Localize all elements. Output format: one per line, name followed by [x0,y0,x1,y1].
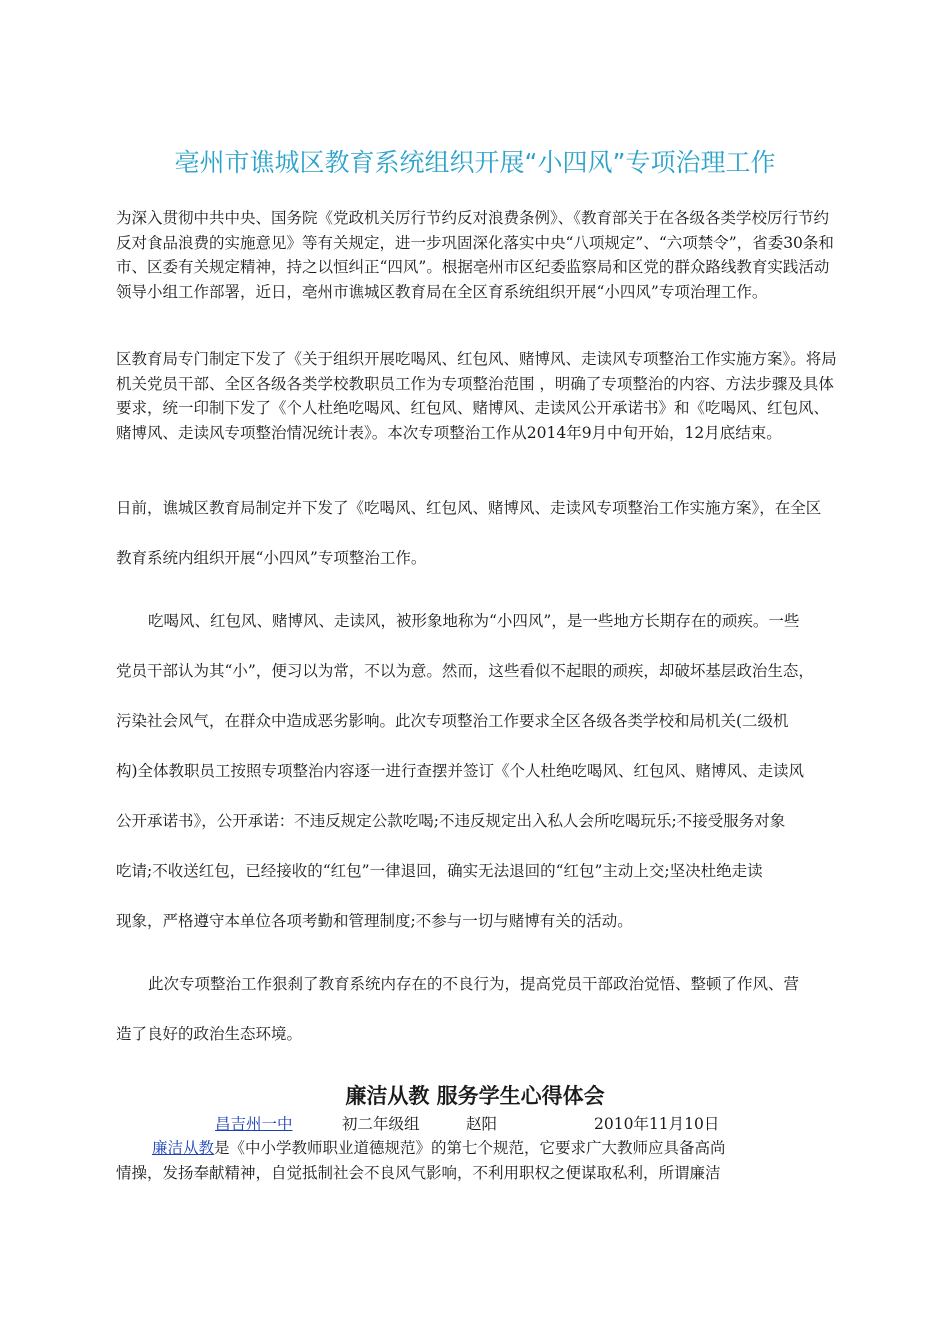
body-line: 造了良好的政治生态环境。 [116,1025,303,1043]
byline-group: 初二年级组 [342,1115,420,1133]
article2-body-line [116,1136,852,1161]
article2-body-text: 是《中小学教师职业道德规范》的第七个规范，它要求广大教师应具备高尚 [214,1139,726,1157]
topic-link[interactable]: 廉洁从教 [152,1139,215,1157]
paragraph-intro: 为深入贯彻中共中央、国务院《党政机关厉行节约反对浪费条例》、《教育部关于在各级各类学校厉行节约反对食品浪费的实施意见》等有关规定，进一步巩固深化落实中央“八项规定”、“六项禁令”，省委30条和市、区委有关规定精神，持之以恒纠正“四风”。根据亳州市区纪委监察局和区党的群众路线教育实践活动领导小组工作部署，近日，亳州市谯城区教育局在全区育系统组织开展“小四风”专项治理工作。 [116,209,834,301]
body-line: 污染社会风气，在群众中造成恶劣影响。此次专项整治工作要求全区各级各类学校和局机关(二级机 [116,712,789,730]
body-line: 日前，谯城区教育局制定并下发了《吃喝风、红包风、赌博风、走读风专项整治工作实施方案》，在全区 [116,499,822,517]
article2-title: 廉洁从教 服务学生心得体会 [345,1084,605,1108]
article-title: 亳州市谯城区教育系统组织开展“小四风”专项治理工作 [174,148,776,177]
body-line: 教育系统内组织开展“小四风”专项整治工作。 [116,549,427,567]
body-line: 党员干部认为其“小”，便习以为常，不以为意。然而，这些看似不起眼的顽疾，却破坏基层政治生态， [116,662,814,680]
body-line: 公开承诺书》，公开承诺：不违反规定公款吃喝;不违反规定出入私人会所吃喝玩乐;不接受服务对象 [116,812,786,830]
paragraph-plan: 区教育局专门制定下发了《关于组织开展吃喝风、红包风、赌博风、走读风专项整治工作实施方案》。将局机关党员干部、全区各级各类学校教职员工作为专项整治范围 ，明确了专项整治的内容、方法步骤及具体要求，统一印制下发了《个人杜绝吃喝风、红包风、赌博风、走读风公开承诺书》和《吃喝风、红包风、赌博风、走读风专项整治情况统计表》。本次专项整治工作从2014年9月中旬开始，12月底结束。 [116,350,837,442]
body-line: 吃请;不收送红包，已经接收的“红包”一律退回，确实无法退回的“红包”主动上交;坚决杜绝走读 [116,862,763,880]
body-line: 构)全体教职员工按照专项整治内容逐一进行查摆并签订《个人杜绝吃喝风、红包风、赌博风、走读风 [116,762,805,780]
body-line: 此次专项整治工作狠刹了教育系统内存在的不良行为，提高党员干部政治觉悟、整顿了作风、营 [148,975,800,993]
byline-author: 赵阳 [466,1115,498,1133]
body-line: 现象，严格遵守本单位各项考勤和管理制度;不参与一切与赌博有关的活动。 [116,912,633,930]
byline-date: 2010年11月10日 [594,1115,720,1133]
school-link[interactable]: 昌吉州一中 [215,1115,293,1133]
body-line: 吃喝风、红包风、赌博风、走读风，被形象地称为“小四风”，是一些地方长期存在的顽疾。一些 [148,612,800,630]
article2-body-line: 情操，发扬奉献精神，自觉抵制社会不良风气影响，不利用职权之便谋取私利，所谓廉洁 [116,1164,721,1182]
